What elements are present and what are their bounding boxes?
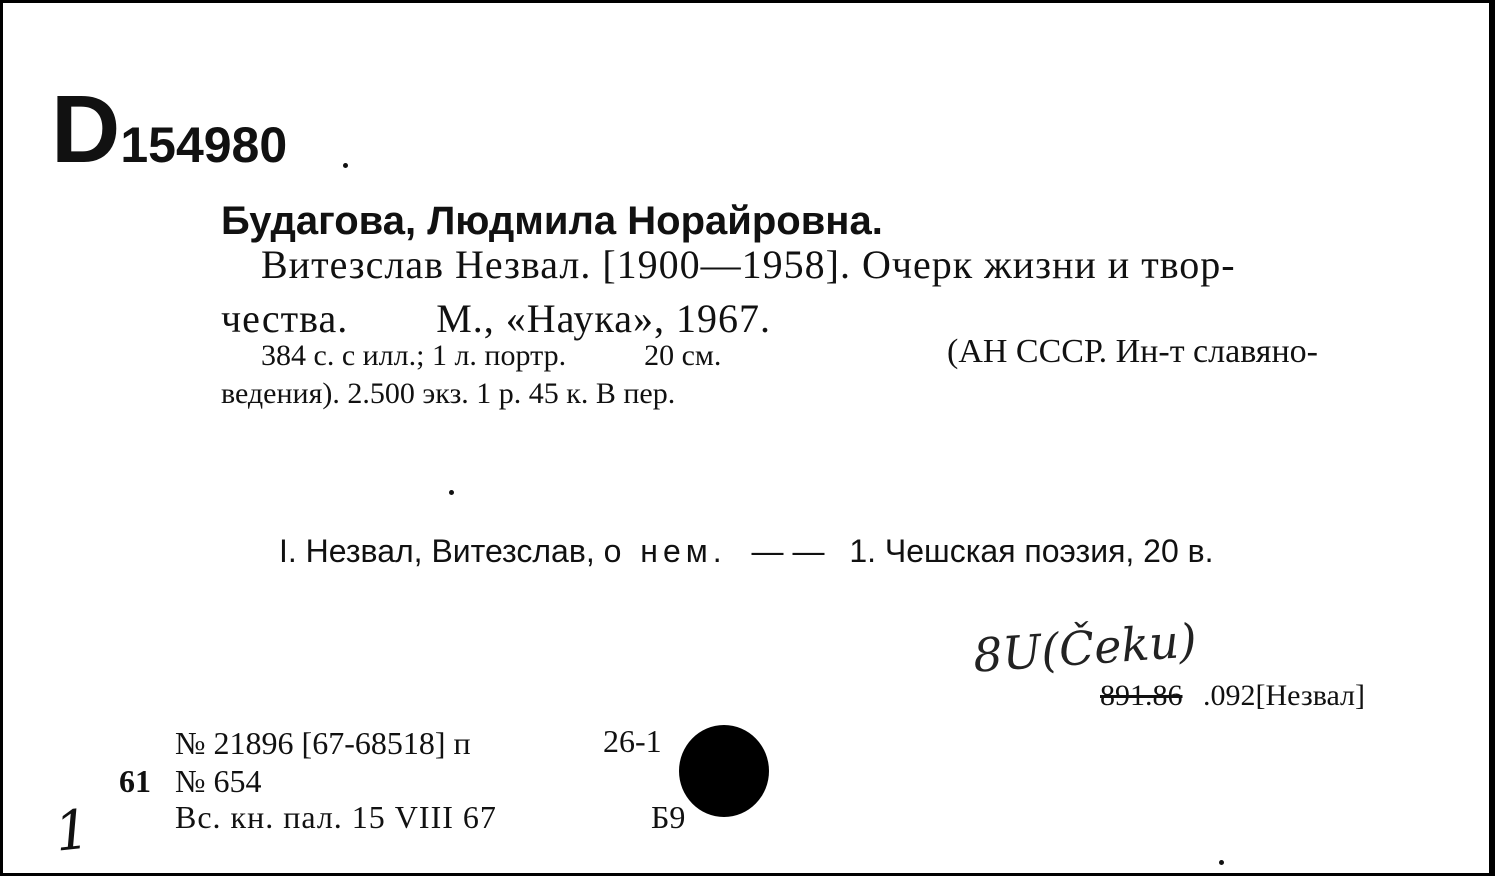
subject-1: I. Незвал, Витезслав, — [279, 533, 595, 569]
subject-1-emphasis: о нем. — [603, 533, 727, 569]
call-number — [51, 75, 287, 185]
call-number-digits: 154980 — [120, 117, 288, 173]
title-continuation: чества. — [221, 296, 349, 341]
title-line-1: Витезслав Незвал. [1900—1958]. Очерк жизни и твор- — [261, 242, 1236, 287]
speck-dot — [1219, 860, 1224, 865]
registration-line-3: Вс. кн. пал. 15 VIII 67 — [175, 799, 497, 835]
collation-line-1 — [261, 339, 721, 373]
collation-dimensions: 20 см. — [644, 339, 722, 372]
classification-number: .092[Незвал] — [1203, 679, 1365, 712]
call-number-prefix: D — [51, 76, 119, 183]
speck-dot — [343, 163, 348, 168]
order-code: Б9 — [651, 799, 686, 835]
author-heading: Будагова, Людмила Норайровна. — [221, 199, 883, 243]
punch-hole — [679, 725, 769, 817]
handwritten-classification: 8U(Čeku) — [971, 613, 1199, 683]
struck-classification: 891.86 — [1100, 679, 1183, 712]
collation-pages: 384 с. с илл.; 1 л. портр. — [261, 339, 567, 372]
imprint: М., «Наука», 1967. — [436, 296, 771, 341]
subject-separator: — — — [751, 533, 825, 569]
series-note: (АН СССР. Ин-т славяно- — [947, 333, 1318, 370]
subject-tracings — [279, 533, 1214, 570]
collation-line-2: ведения). 2.500 экз. 1 р. 45 к. В пер. — [221, 377, 676, 410]
subject-2: 1. Чешская поэзия, 20 в. — [849, 533, 1214, 569]
registration-line-1: № 21896 [67-68518] п — [175, 725, 471, 761]
title-line-2 — [221, 295, 771, 342]
speck-dot — [449, 490, 454, 495]
registration-line-2: № 654 — [175, 763, 262, 799]
print-code: 26-1 — [603, 723, 662, 759]
left-number: 61 — [119, 763, 151, 799]
corner-handwritten-mark: 1 — [51, 797, 93, 864]
